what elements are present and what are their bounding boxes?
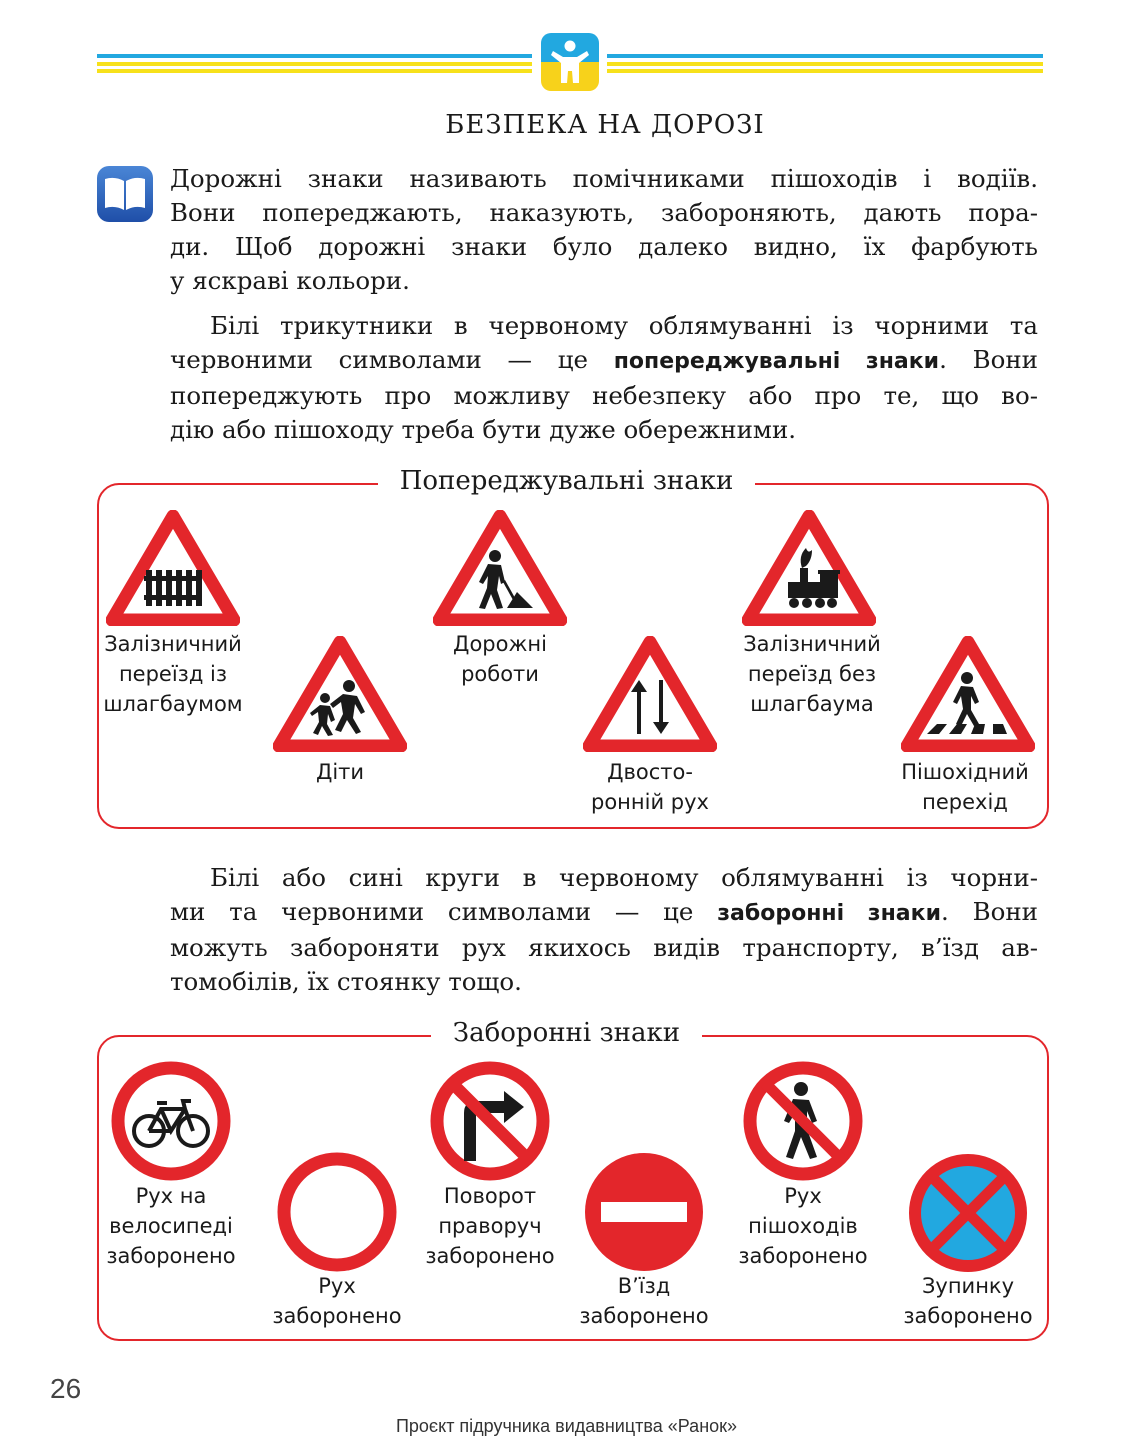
railway-crossing-no-barrier-icon	[742, 510, 876, 626]
header-stripe-blue-left	[97, 54, 532, 58]
no-traffic-icon	[277, 1152, 397, 1272]
footer-note: Проєкт підручника видавництва «Ранок»	[395, 1416, 738, 1436]
page-title: БЕЗПЕКА НА ДОРОЗІ	[445, 110, 765, 140]
sign-caption: Залізничний переїзд без шлагбаума	[743, 632, 881, 716]
road-works-icon	[433, 510, 567, 626]
no-bicycles-icon	[111, 1061, 231, 1181]
sign-caption: Дорожні роботи	[453, 632, 547, 686]
sign-caption: В’їзд заборонено	[579, 1274, 709, 1328]
sign-caption: Зупинку заборонено	[903, 1274, 1033, 1328]
header-stripe-yellow-left	[97, 62, 532, 66]
prohibit-line: томобілів, їх стоянку тощо.	[170, 967, 522, 996]
prohibit-paragraph	[170, 861, 1038, 999]
warning-signs-title-text: Попереджувальні знаки	[378, 466, 756, 496]
warning-signs-title	[0, 466, 1133, 496]
header-stripe-blue-right	[607, 54, 1043, 58]
warning-signs-term: попереджувальні знаки	[613, 349, 940, 374]
open-book-icon	[96, 165, 154, 223]
warning-line: попереджують про можливу небезпеку або про те, що во-	[170, 381, 1038, 410]
pedestrian-crossing-icon	[901, 636, 1035, 752]
intro-line: у яскраві кольори.	[170, 266, 410, 295]
children-icon	[273, 636, 407, 752]
no-pedestrians-icon	[743, 1061, 863, 1181]
sign-caption: Залізничний переїзд із шлагбаумом	[103, 632, 243, 716]
prohibit-line: Білі або сині круги в червоному облямуванні із чорни-	[210, 863, 1038, 892]
header-stripe-yellow-left-2	[97, 69, 532, 73]
warning-line: дію або пішоходу треба бути дуже обережними.	[170, 415, 797, 444]
person-icon	[541, 33, 599, 91]
warning-line-text: червоними символами — це	[170, 345, 614, 374]
warning-line	[170, 343, 1038, 379]
railway-crossing-barrier-icon	[106, 510, 240, 626]
prohibit-signs-title	[0, 1018, 1133, 1048]
prohibit-line: можуть забороняти рух якихось видів транспорту, в’їзд ав-	[170, 933, 1038, 962]
sign-caption: Двосто- ронній рух	[591, 760, 709, 814]
warning-paragraph	[170, 309, 1038, 447]
intro-line: Вони попереджають, наказують, забороняють, дають пора-	[170, 198, 1038, 227]
sign-caption: Рух на велосипеді заборонено	[106, 1184, 236, 1268]
no-right-turn-icon	[430, 1061, 550, 1181]
sign-caption: Діти	[315, 760, 365, 784]
sign-caption: Рух пішоходів заборонено	[738, 1184, 868, 1268]
two-way-traffic-icon	[583, 636, 717, 752]
header-stripe-yellow-right-2	[607, 69, 1043, 73]
warning-line-text: . Вони	[939, 345, 1038, 374]
prohibit-line	[170, 895, 1038, 931]
prohibit-signs-term: заборонні знаки	[717, 901, 941, 926]
page-number: 26	[50, 1373, 82, 1404]
intro-paragraph	[170, 162, 1038, 298]
prohibit-line-text: . Вони	[940, 897, 1038, 926]
no-entry-icon	[584, 1152, 704, 1272]
prohibit-line-text: ми та червоними символами — це	[170, 897, 718, 926]
warning-line: Білі трикутники в червоному облямуванні із чорними та	[210, 311, 1038, 340]
no-stopping-icon	[908, 1153, 1028, 1273]
sign-caption: Пішохідний перехід	[901, 760, 1029, 814]
intro-line: ди. Щоб дорожні знаки було далеко видно, їх фарбують	[170, 232, 1038, 261]
header-stripe-yellow-right	[607, 62, 1043, 66]
sign-caption: Рух заборонено	[272, 1274, 402, 1328]
sign-caption: Поворот праворуч заборонено	[425, 1184, 555, 1268]
prohibit-signs-title-text: Заборонні знаки	[431, 1018, 702, 1048]
intro-line: Дорожні знаки називають помічниками пішоходів і водіїв.	[170, 164, 1038, 193]
